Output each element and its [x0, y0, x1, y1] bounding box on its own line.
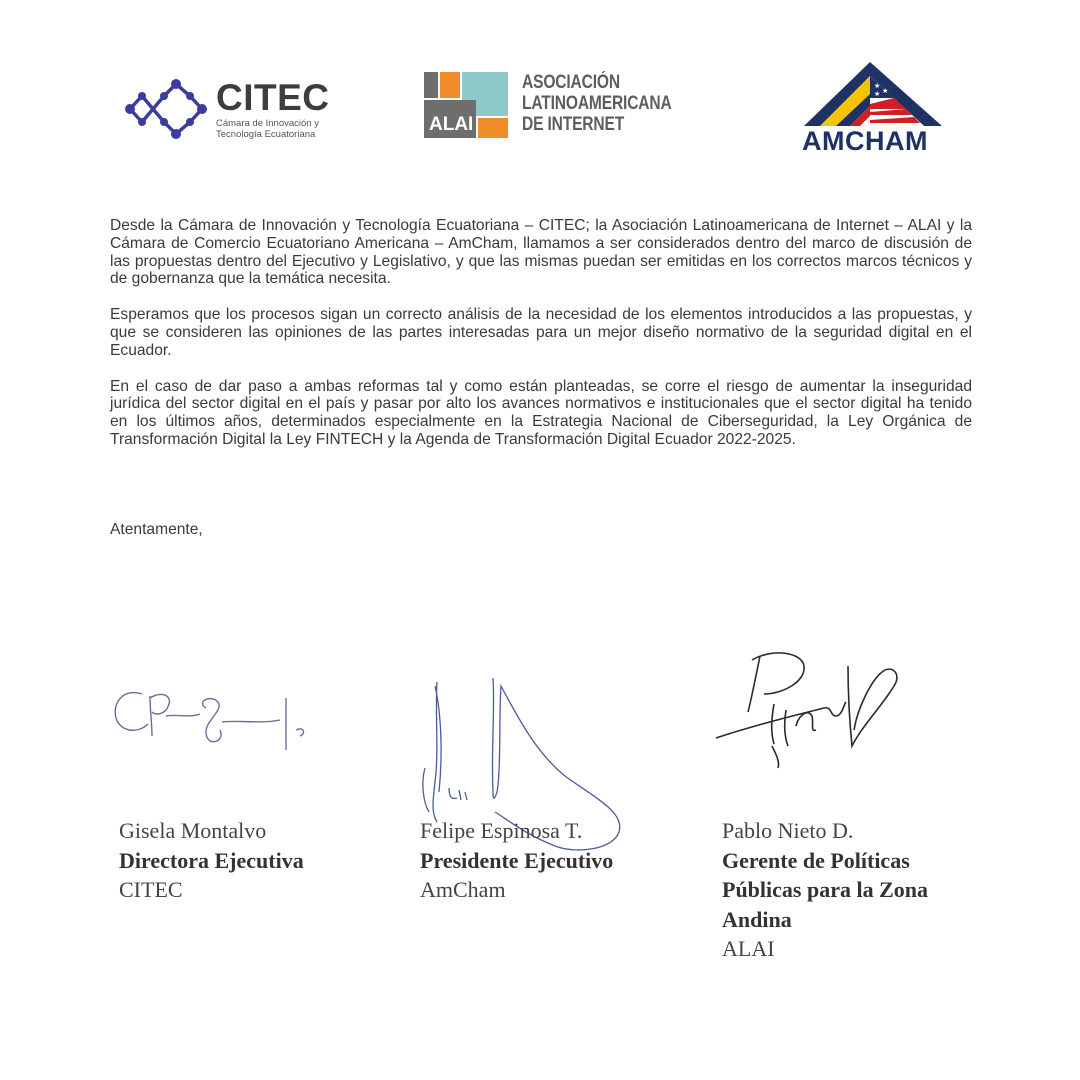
- paragraph-3: En el caso de dar paso a ambas reformas tal y como están planteadas, se corre el riesgo de aumentar la inseguridad jurídica del sector digital en el país y pasar por alto los avances normativos e institucionales que el sector digital ha tenido en los últimos años, determinados especialmente en la Estrategia Nacional de Ciberseguridad, la Ley Orgánica de Transformación Digital la Ley FINTECH y la Agenda de Transformación Digital Ecuador 2022-2025.: [110, 377, 972, 448]
- svg-text:★: ★: [882, 87, 889, 95]
- alai-badge: ALAI: [429, 114, 474, 135]
- alai-blocks-icon: [424, 72, 510, 138]
- svg-text:★: ★: [874, 90, 881, 98]
- signer-name: Felipe Espinosa T.: [420, 818, 583, 843]
- signer-org: AmCham: [420, 877, 506, 902]
- letter-body: [110, 217, 972, 467]
- amcham-logo-name: AMCHAM: [802, 126, 928, 156]
- signer-felipe: [420, 816, 613, 905]
- signer-name: Pablo Nieto D.: [722, 818, 854, 843]
- alai-line2: LATINOAMERICANA: [522, 93, 672, 114]
- amcham-flag-roof-icon: [800, 60, 948, 128]
- signer-name: Gisela Montalvo: [119, 818, 267, 843]
- citec-subtitle-line2: Tecnología Ecuatoriana: [216, 129, 316, 140]
- svg-text:★: ★: [874, 82, 881, 90]
- citec-logo-name: CITEC: [216, 77, 330, 118]
- alai-logo-text: [522, 72, 672, 135]
- signer-role: Presidente Ejecutivo: [420, 847, 614, 873]
- alai-logo: [424, 72, 674, 140]
- signer-org: CITEC: [119, 877, 183, 902]
- paragraph-2: Esperamos que los procesos sigan un correcto análisis de la necesidad de los elementos introducidos a las propuestas, y que se consideren las opiniones de las partes interesadas para un mejor diseño normativo de la seguridad digital en el Ecuador.: [110, 306, 972, 359]
- signer-gisela: [119, 816, 304, 905]
- signer-role: Directora Ejecutiva: [119, 847, 304, 873]
- signer-org: ALAI: [722, 936, 775, 961]
- paragraph-1: Desde la Cámara de Innovación y Tecnología Ecuatoriana – CITEC; la Asociación Latinoamericana de Internet – ALAI y la Cámara de Comercio Ecuatoriano Americana – AmCham, llamamos a ser considerados dentro del marco de discusión de las propuestas dentro del Ejecutivo y Legislativo, y que las mismas puedan ser emitidas en los correctos marcos técnicos y de gobernanza que la temática necesita.: [110, 217, 972, 288]
- signature-pablo: [712, 646, 907, 771]
- closing-salutation: Atentamente,: [110, 521, 203, 538]
- alai-line1: ASOCIACIÓN: [522, 72, 620, 93]
- alai-line3: DE INTERNET: [522, 114, 625, 135]
- citec-logo-subtitle: [216, 118, 319, 140]
- signer-pablo: [722, 816, 982, 964]
- citec-network-icon: [120, 76, 212, 142]
- amcham-logo: [800, 60, 948, 156]
- signature-gisela: [110, 680, 320, 770]
- citec-logo: [120, 76, 330, 142]
- signer-role: Gerente de Políticas Públicas para la Zona Andina: [722, 847, 928, 932]
- citec-subtitle-line1: Cámara de Innovación y: [216, 118, 319, 129]
